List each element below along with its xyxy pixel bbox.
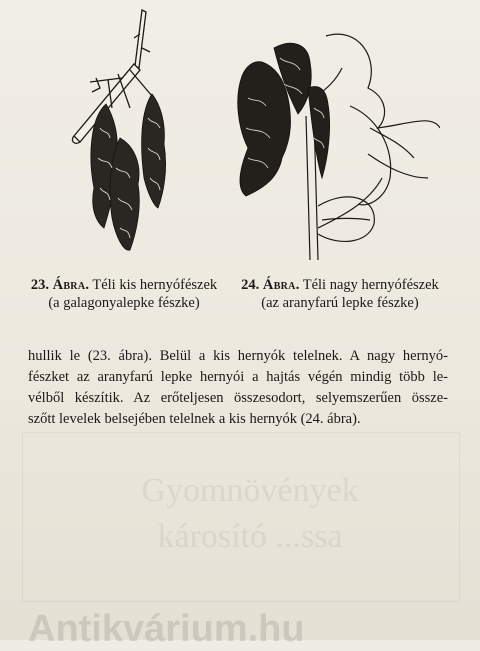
body-paragraph bbox=[28, 346, 448, 430]
body-line: hullik le (23. ábra). Belül a kis hernyók telelnek. A nagy hernyó- bbox=[28, 348, 448, 364]
show-through-text bbox=[100, 468, 400, 560]
figure-24-caption: 24. Ábra. Téli nagy hernyófészek (az aranyfarú lepke fészke) bbox=[232, 276, 448, 312]
watermark: Antikvárium.hu bbox=[28, 608, 305, 650]
figure-24-illustration bbox=[218, 28, 440, 260]
body-line: fészket az aranyfarú lepke hernyói a hajtás végén mindig több le- bbox=[28, 369, 448, 385]
figure-23-subtitle: (a galagonyalepke fészke) bbox=[48, 295, 200, 311]
figure-23-title: Téli kis hernyófészek bbox=[92, 277, 218, 293]
figure-24-number: 24. bbox=[241, 277, 260, 293]
body-line: vélből készítik. Az erőteljesen összesodort, selyemszerűen össze- bbox=[28, 390, 448, 406]
figure-23-caption: 23. Ábra. Téli kis hernyófészek (a galagonyalepke fészke) bbox=[26, 276, 222, 312]
body-line: szőtt levelek belsejében telelnek a kis hernyók (24. ábra). bbox=[28, 411, 361, 427]
figure-24-subtitle: (az aranyfarú lepke fészke) bbox=[261, 295, 419, 311]
show-through-line: károsító ...ssa bbox=[157, 518, 343, 555]
show-through-line: Gyomnövények bbox=[141, 472, 359, 509]
figure-23-illustration bbox=[60, 8, 180, 258]
figure-24-abbr: Ábra bbox=[262, 277, 296, 293]
figure-23-abbr: Ábra bbox=[52, 277, 86, 293]
figure-23-number: 23. bbox=[30, 277, 49, 293]
figure-24-title: Téli nagy hernyófészek bbox=[302, 277, 439, 293]
